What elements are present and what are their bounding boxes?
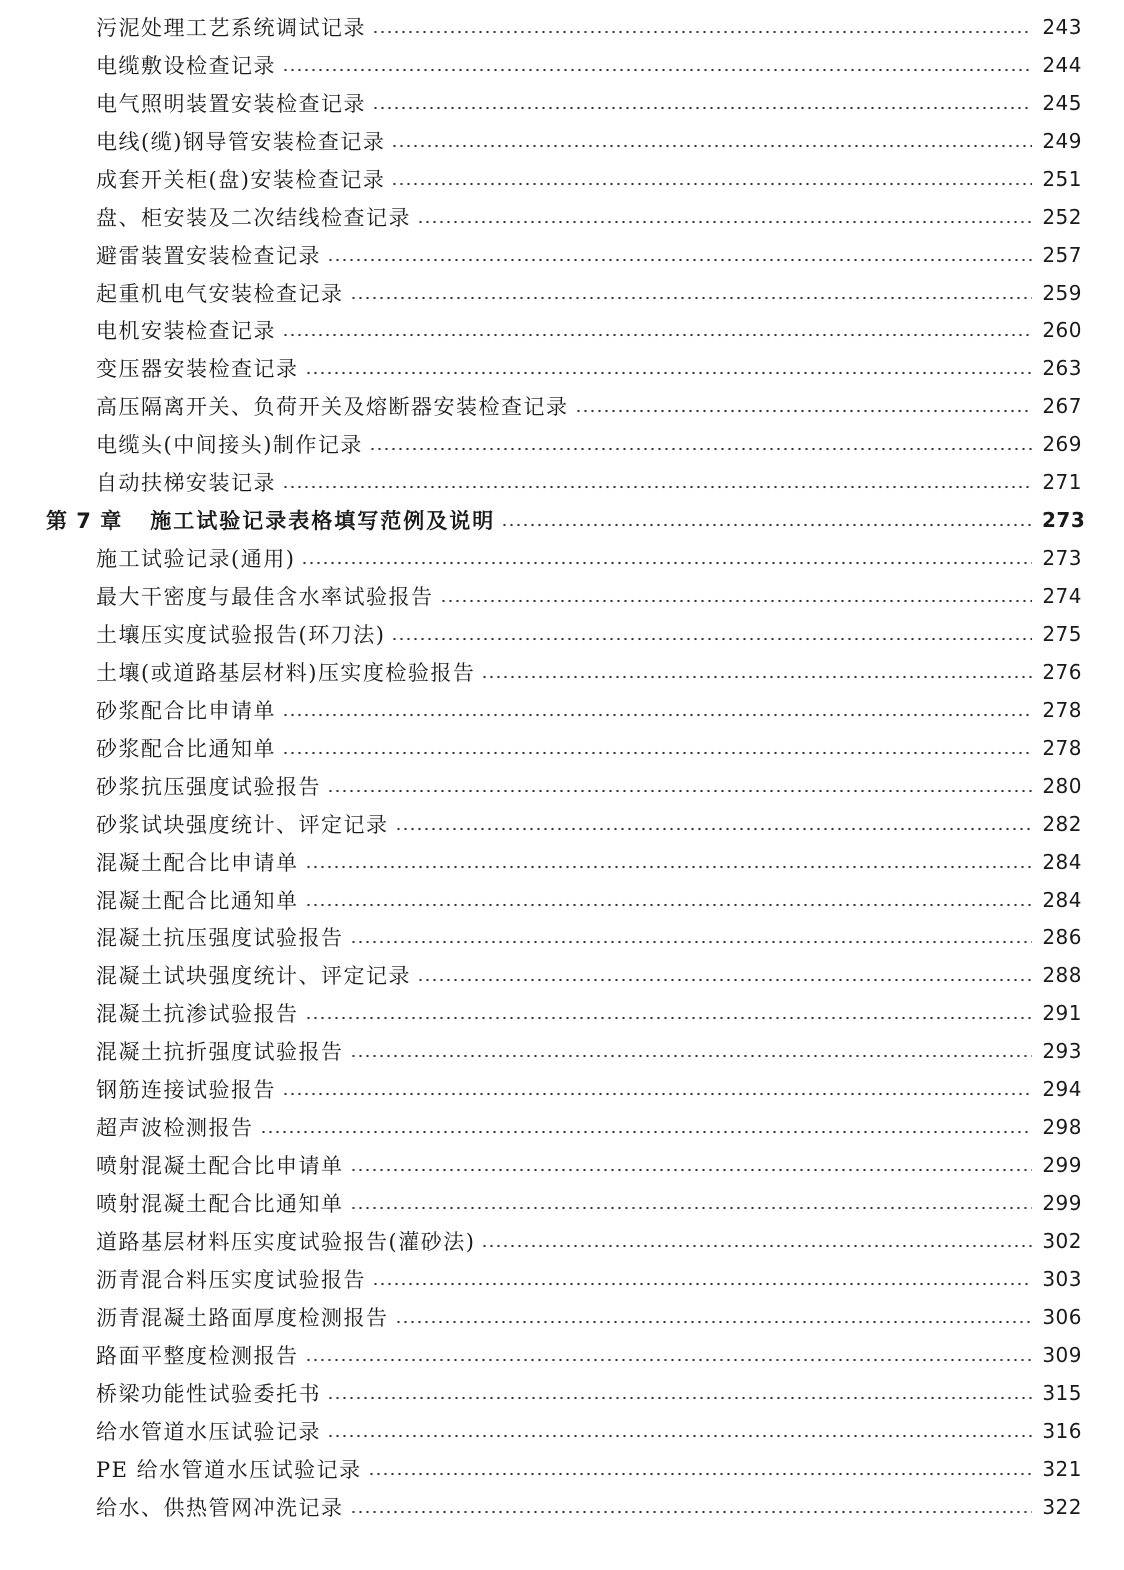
page-number: 298 [1042, 1115, 1082, 1140]
entry-title: 土壤压实度试验报告(环刀法) [96, 622, 386, 647]
entry-title: 污泥处理工艺系统调试记录 [96, 15, 366, 40]
entry-title: 喷射混凝土配合比申请单 [96, 1154, 344, 1179]
page-number: 306 [1042, 1304, 1082, 1329]
entry-title: 给水、供热管网冲洗记录 [96, 1495, 344, 1520]
dot-leader [350, 1054, 1033, 1058]
dot-leader [372, 106, 1032, 110]
toc-entry-row [0, 425, 1124, 463]
toc-entry-row [0, 387, 1124, 425]
page-number: 315 [1042, 1380, 1082, 1405]
toc-chapter-row [0, 501, 1124, 539]
dot-leader [350, 1206, 1033, 1210]
entry-title: 混凝土抗折强度试验报告 [96, 1040, 344, 1065]
entry-title: 施工试验记录(通用) [96, 547, 296, 572]
page-number: 284 [1042, 849, 1082, 874]
page-number: 303 [1042, 1266, 1082, 1291]
dot-leader [372, 1282, 1032, 1286]
page-number: 269 [1042, 432, 1082, 457]
dot-leader [327, 789, 1032, 793]
entry-title: 给水管道水压试验记录 [96, 1419, 321, 1444]
dot-leader [327, 1434, 1032, 1438]
dot-leader [369, 447, 1032, 451]
dot-leader [350, 1168, 1033, 1172]
dot-leader [305, 1016, 1033, 1020]
page-number: 288 [1042, 963, 1082, 988]
page-number: 271 [1042, 470, 1082, 495]
entry-title: 自动扶梯安装记录 [96, 471, 276, 496]
entry-title: 砂浆试块强度统计、评定记录 [96, 812, 389, 837]
page-number: 276 [1042, 659, 1082, 684]
toc-entry-row [0, 1260, 1124, 1298]
page-number: 299 [1042, 1153, 1082, 1178]
dot-leader [391, 637, 1032, 641]
toc-entry-row [0, 236, 1124, 274]
dot-leader [327, 1396, 1032, 1400]
entry-title: PE 给水管道水压试验记录 [96, 1457, 362, 1482]
page-number: 322 [1042, 1494, 1082, 1519]
dot-leader [350, 1510, 1033, 1514]
toc-entry-row [0, 691, 1124, 729]
entry-title: 土壤(或道路基层材料)压实度检验报告 [96, 660, 476, 685]
toc-entry-row [0, 1374, 1124, 1412]
dot-leader [391, 144, 1032, 148]
entry-title: 桥梁功能性试验委托书 [96, 1381, 321, 1406]
dot-leader [481, 1244, 1032, 1248]
page-number: 302 [1042, 1228, 1082, 1253]
toc-entry-row [0, 1488, 1124, 1526]
entry-title: 电缆敷设检查记录 [96, 53, 276, 78]
page-number: 282 [1042, 811, 1082, 836]
toc-entry-row [0, 1450, 1124, 1488]
entry-title: 最大干密度与最佳含水率试验报告 [96, 585, 434, 610]
toc-entry-row [0, 1184, 1124, 1222]
dot-leader [282, 713, 1032, 717]
toc-entry-row [0, 1032, 1124, 1070]
toc-entry-row [0, 1298, 1124, 1336]
entry-title: 成套开关柜(盘)安装检查记录 [96, 167, 386, 192]
entry-title: 高压隔离开关、负荷开关及熔断器安装检查记录 [96, 395, 569, 420]
entry-title: 盘、柜安装及二次结线检查记录 [96, 205, 411, 230]
entry-title: 混凝土配合比申请单 [96, 850, 299, 875]
page-number: 280 [1042, 773, 1082, 798]
page-number: 299 [1042, 1191, 1082, 1216]
dot-leader [368, 1472, 1032, 1476]
dot-leader [481, 675, 1032, 679]
page-number: 286 [1042, 925, 1082, 950]
page-number: 284 [1042, 887, 1082, 912]
entry-title: 喷射混凝土配合比通知单 [96, 1192, 344, 1217]
entry-title: 砂浆抗压强度试验报告 [96, 774, 321, 799]
table-of-contents [0, 8, 1124, 1526]
page-number: 321 [1042, 1456, 1082, 1481]
entry-title: 混凝土配合比通知单 [96, 888, 299, 913]
page-number: 263 [1042, 356, 1082, 381]
toc-entry-row [0, 1146, 1124, 1184]
entry-title: 混凝土抗压强度试验报告 [96, 926, 344, 951]
entry-title: 道路基层材料压实度试验报告(灌砂法) [96, 1229, 476, 1254]
toc-entry-row [0, 767, 1124, 805]
dot-leader [305, 865, 1033, 869]
dot-leader [417, 220, 1032, 224]
page-number: 249 [1042, 128, 1082, 153]
dot-leader [282, 68, 1032, 72]
toc-entry-row [0, 160, 1124, 198]
entry-title: 避雷装置安装检查记录 [96, 243, 321, 268]
entry-title: 砂浆配合比通知单 [96, 736, 276, 761]
toc-entry-row [0, 1108, 1124, 1146]
page-number: 291 [1042, 1001, 1082, 1026]
entry-title: 超声波检测报告 [96, 1116, 254, 1141]
dot-leader [282, 751, 1032, 755]
dot-leader [350, 296, 1033, 300]
page-number: 316 [1042, 1418, 1082, 1443]
page-number: 252 [1042, 204, 1082, 229]
entry-title: 电线(缆)钢导管安装检查记录 [96, 129, 386, 154]
page-number: 293 [1042, 1039, 1082, 1064]
entry-title: 沥青混凝土路面厚度检测报告 [96, 1305, 389, 1330]
entry-title: 砂浆配合比申请单 [96, 698, 276, 723]
entry-title: 电缆头(中间接头)制作记录 [96, 433, 363, 458]
dot-leader [305, 1358, 1033, 1362]
toc-entry-row [0, 729, 1124, 767]
toc-entry-row [0, 577, 1124, 615]
dot-leader [391, 182, 1032, 186]
toc-entry-row [0, 312, 1124, 350]
entry-title: 路面平整度检测报告 [96, 1343, 299, 1368]
page-number: 259 [1042, 280, 1082, 305]
chapter-number: 第 7 章 [46, 509, 123, 534]
toc-entry-row [0, 805, 1124, 843]
toc-entry-row [0, 653, 1124, 691]
dot-leader [282, 1092, 1032, 1096]
page-number: 257 [1042, 242, 1082, 267]
toc-entry-row [0, 1070, 1124, 1108]
toc-entry-row [0, 1336, 1124, 1374]
page-number: 251 [1042, 166, 1082, 191]
toc-entry-row [0, 8, 1124, 46]
toc-entry-row [0, 46, 1124, 84]
dot-leader [305, 903, 1033, 907]
toc-entry-row [0, 843, 1124, 881]
dot-leader [395, 1320, 1033, 1324]
page-number: 274 [1042, 584, 1082, 609]
entry-title: 变压器安装检查记录 [96, 357, 299, 382]
toc-entry-row [0, 1222, 1124, 1260]
toc-entry-row [0, 349, 1124, 387]
page-number: 278 [1042, 735, 1082, 760]
dot-leader [417, 978, 1032, 982]
dot-leader [282, 333, 1032, 337]
toc-entry-row [0, 122, 1124, 160]
toc-entry-row [0, 956, 1124, 994]
dot-leader [282, 485, 1032, 489]
dot-leader [260, 1130, 1033, 1134]
page-number: 245 [1042, 90, 1082, 115]
entry-title: 电气照明装置安装检查记录 [96, 91, 366, 116]
toc-entry-row [0, 919, 1124, 957]
page-number: 267 [1042, 394, 1082, 419]
page-number: 278 [1042, 697, 1082, 722]
entry-title: 沥青混合料压实度试验报告 [96, 1267, 366, 1292]
toc-entry-row [0, 539, 1124, 577]
dot-leader [395, 827, 1033, 831]
entry-title: 钢筋连接试验报告 [96, 1078, 276, 1103]
page-number: 309 [1042, 1342, 1082, 1367]
dot-leader [575, 409, 1033, 413]
page-number: 273 [1042, 508, 1086, 533]
dot-leader [301, 561, 1032, 565]
toc-entry-row [0, 1412, 1124, 1450]
toc-entry-row [0, 198, 1124, 236]
toc-entry-row [0, 994, 1124, 1032]
entry-title: 混凝土抗渗试验报告 [96, 1002, 299, 1027]
dot-leader [501, 523, 1032, 527]
page-number: 275 [1042, 621, 1082, 646]
entry-title: 混凝土试块强度统计、评定记录 [96, 964, 411, 989]
toc-entry-row [0, 274, 1124, 312]
page-number: 244 [1042, 52, 1082, 77]
page-number: 294 [1042, 1077, 1082, 1102]
entry-title: 起重机电气安装检查记录 [96, 281, 344, 306]
dot-leader [327, 258, 1032, 262]
toc-entry-row [0, 84, 1124, 122]
dot-leader [372, 30, 1032, 34]
page-number: 260 [1042, 318, 1082, 343]
chapter-title: 施工试验记录表格填写范例及说明 [150, 509, 496, 534]
toc-entry-row [0, 881, 1124, 919]
dot-leader [305, 371, 1033, 375]
page-number: 243 [1042, 14, 1082, 39]
dot-leader [440, 599, 1033, 603]
page-number: 273 [1042, 546, 1082, 571]
dot-leader [350, 940, 1033, 944]
toc-entry-row [0, 463, 1124, 501]
toc-entry-row [0, 615, 1124, 653]
entry-title: 电机安装检查记录 [96, 319, 276, 344]
